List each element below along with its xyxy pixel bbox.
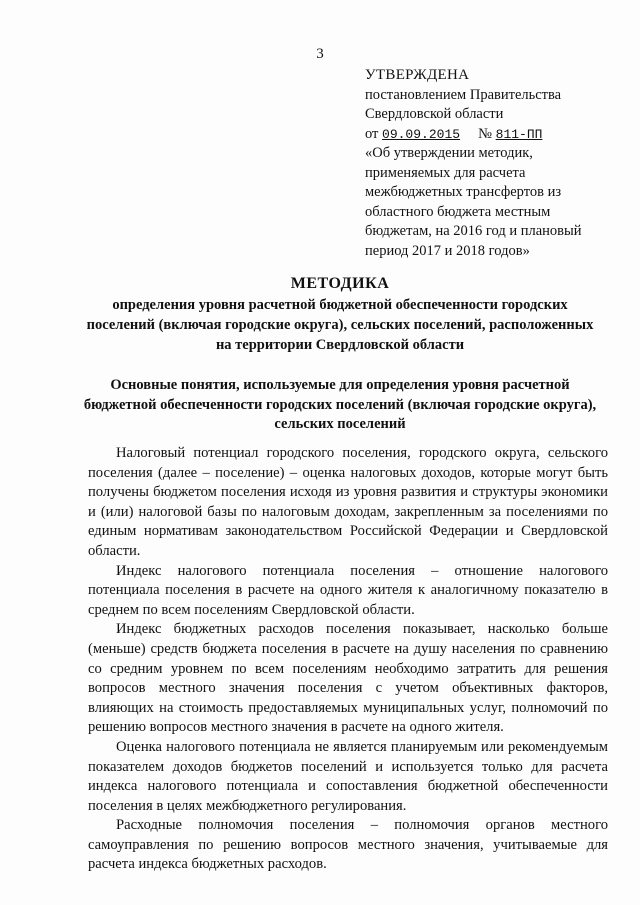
approval-date-line xyxy=(365,125,615,145)
page-number: 3 xyxy=(316,46,324,62)
paragraph: Индекс бюджетных расходов поселения показывает, насколько больше (меньше) средств бюджета поселения в расчете на душу населения по сравнению со средним уровнем по всем поселениям необходимо затратить для решения вопросов местного значения поселения с учетом объективных факторов, влияющих на стоимость предоставляемых муниципальных услуг, полномочий по решению вопросов местного значения в расчете на одного жителя. xyxy=(88,621,608,736)
paragraph: Налоговый потенциал городского поселения, городского округа, сельского поселения (далее – поселение) – оценка налоговых доходов, которые могут быть получены бюджетом поселения исходя из уровня развития и структуры экономики и (или) налоговой базы по налоговым доходам, закрепленным за поселениями по единым нормативам законодательством Российской Федерации и Свердловской области. xyxy=(88,445,608,559)
document-subtitle: определения уровня расчетной бюджетной обеспеченности городских поселений (включая городские округа), сельских поселений, расположенных на территории Свердловской области xyxy=(86,297,594,353)
date-prefix: от xyxy=(365,125,379,142)
approval-line-1: постановлением Правительства xyxy=(365,86,562,103)
approval-heading: УТВЕРЖДЕНА xyxy=(365,67,470,83)
body-text xyxy=(88,444,608,875)
approval-number: 811-ПП xyxy=(495,126,543,142)
approval-stamp xyxy=(365,66,615,261)
approval-line-2: Свердловской области xyxy=(365,106,504,122)
paragraph: Оценка налогового потенциала не является планируемым или рекомендуемым показателем доходов бюджетов поселений и используется только для расчета индекса налогового потенциала и сопоставления бюджетной обеспеченности поселения в целях межбюджетного регулирования. xyxy=(88,738,608,814)
resolution-title: «Об утверждении методик, применяемых для расчета межбюджетных трансфертов из областного бюджета местным бюджетам, на 2016 год и плановый период 2017 и 2018 годов» xyxy=(365,145,582,259)
section-title: Основные понятия, используемые для определения уровня расчетной бюджетной обеспеченности городских поселений (включая городские округа), сельских поселений xyxy=(83,377,597,432)
paragraph: Расходные полномочия поселения – полномочия органов местного самоуправления по решению вопросов местного значения, учитываемые для расчета индекса бюджетных расходов. xyxy=(88,817,608,873)
number-prefix: № xyxy=(478,125,493,142)
document-title-block xyxy=(80,273,600,355)
paragraph: Индекс налогового потенциала поселения – отношение налогового потенциала поселения в расчете на одного жителя к аналогичному показателю в среднем по всем поселениям Свердловской области. xyxy=(88,562,608,618)
document-title: МЕТОДИКА xyxy=(290,275,390,292)
approval-date: 09.09.2015 xyxy=(382,126,461,142)
